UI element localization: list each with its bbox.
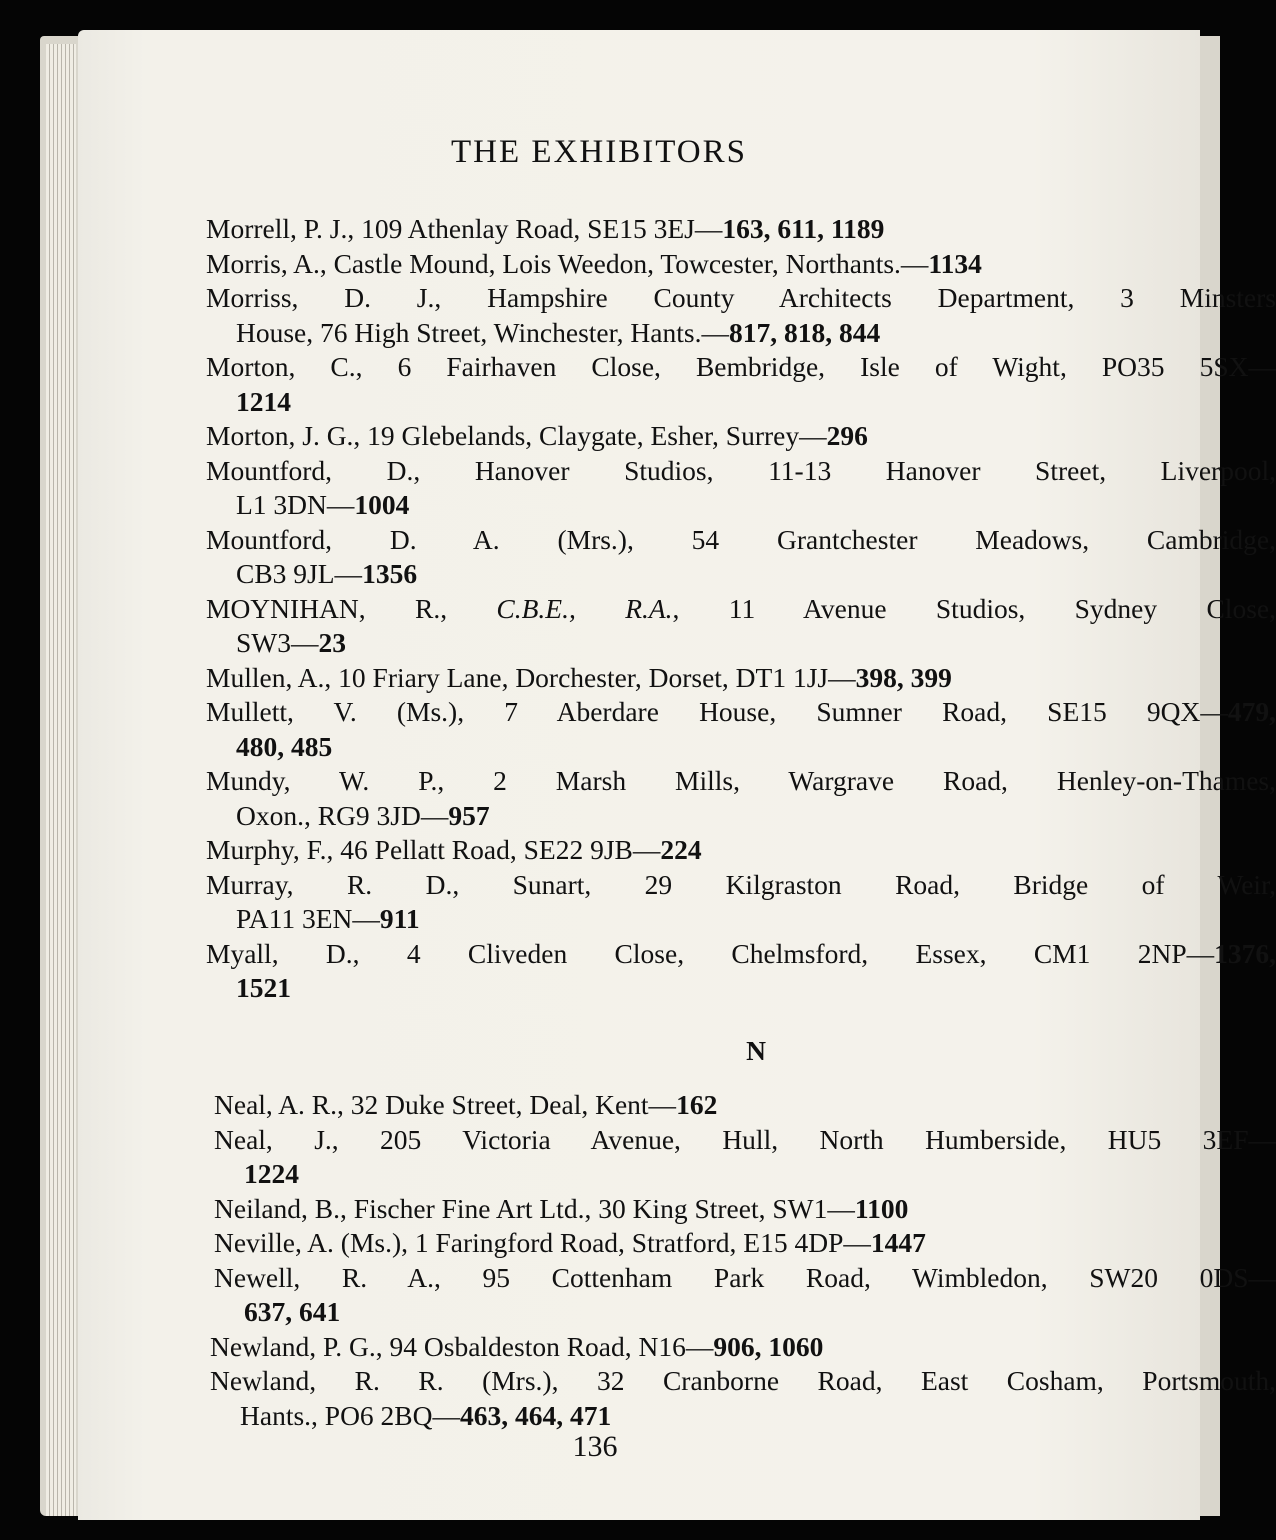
catalogue-numbers: 911: [379, 903, 420, 934]
list-item: Morris, A., Castle Mound, Lois Weedon, Towcester, Northants.—1134: [206, 247, 982, 279]
exhibitor-list: [206, 212, 1276, 1433]
list-item: Mundy, W. P., 2 Marsh Mills, Wargrave Road, Henley-on-Thames, Oxon., RG9 3JD—957: [206, 765, 1276, 831]
list-item: Murphy, F., 46 Pellatt Road, SE22 9JB—224: [206, 834, 702, 865]
list-item: Neal, A. R., 32 Duke Street, Deal, Kent—162: [214, 1089, 718, 1120]
section-heading-n: N: [746, 1034, 766, 1066]
catalogue-numbers: 23: [318, 627, 346, 658]
catalogue-numbers: 1134: [928, 247, 982, 279]
catalogue-numbers: 480, 485: [236, 730, 333, 762]
list-item: Neville, A. (Ms.), 1 Faringford Road, Stratford, E15 4DP—1447: [214, 1227, 926, 1258]
list-item: MOYNIHAN, R., C.B.E., R.A., 11 Avenue Studios, Sydney Close, SW3—23: [206, 592, 1276, 658]
list-item: Morriss, D. J., Hampshire County Architects Department, 3 Minsters House, 76 High Street, Winchester, Hants.—817, 818, 844: [206, 282, 1276, 348]
catalogue-numbers: 1214: [236, 385, 291, 417]
list-item: Morton, C., 6 Fairhaven Close, Bembridge, Isle of Wight, PO35 5SX— 1214: [206, 351, 1276, 417]
list-item: Newell, R. A., 95 Cottenham Park Road, Wimbledon, SW20 0DS— 637, 641: [214, 1261, 1276, 1327]
honours: C.B.E., R.A.: [496, 592, 673, 624]
list-item: Murray, R. D., Sunart, 29 Kilgraston Road, Bridge of Weir, PA11 3EN—911: [206, 868, 1276, 934]
catalogue-numbers: 1447: [870, 1227, 926, 1258]
catalogue-numbers: 1004: [354, 489, 410, 520]
page-number: 136: [572, 1430, 618, 1463]
list-item: Morton, J. G., 19 Glebelands, Claygate, Esher, Surrey—296: [206, 420, 868, 451]
catalogue-numbers: 906, 1060: [713, 1330, 824, 1362]
list-item: Neal, J., 205 Victoria Avenue, Hull, North Humberside, HU5 3EF— 1224: [214, 1123, 1276, 1189]
list-item: Myall, D., 4 Cliveden Close, Chelmsford, Essex, CM1 2NP—1376, 1521: [206, 937, 1276, 1003]
list-item: Neiland, B., Fischer Fine Art Ltd., 30 King Street, SW1—1100: [214, 1192, 909, 1224]
catalogue-numbers: 479,: [1227, 696, 1276, 727]
list-item: Mountford, D. A. (Mrs.), 54 Grantchester Meadows, Cambridge, CB3 9JL—1356: [206, 523, 1276, 589]
list-item: Mountford, D., Hanover Studios, 11-13 Hanover Street, Liverpool, L1 3DN—1004: [206, 454, 1276, 520]
catalogue-numbers: 224: [660, 834, 702, 865]
section-n-list: [206, 1088, 1276, 1433]
catalogue-numbers: 463, 464, 471: [460, 1399, 612, 1431]
catalogue-numbers: 1356: [362, 558, 418, 589]
list-item: Morrell, P. J., 109 Athenlay Road, SE15 3EJ—163, 611, 1189: [206, 213, 885, 244]
catalogue-numbers: 1224: [244, 1158, 299, 1189]
page-header: THE EXHIBITORS: [451, 134, 747, 170]
list-item: Mullett, V. (Ms.), 7 Aberdare House, Sumner Road, SE15 9QX—479, 480, 485: [206, 696, 1276, 762]
catalogue-numbers: 163, 611, 1189: [722, 213, 885, 244]
catalogue-numbers: 817, 818, 844: [728, 316, 881, 348]
list-item: Newland, R. R. (Mrs.), 32 Cranborne Road, East Cosham, Portsmouth, Hants., PO6 2BQ—463, 464, 471: [210, 1365, 1276, 1431]
catalogue-numbers: 1100: [854, 1192, 909, 1224]
catalogue-numbers: 637, 641: [244, 1296, 341, 1327]
catalogue-numbers: 162: [676, 1089, 718, 1120]
list-item: Mullen, A., 10 Friary Lane, Dorchester, Dorset, DT1 1JJ—398, 399: [206, 661, 952, 693]
list-item: Newland, P. G., 94 Osbaldeston Road, N16—906, 1060: [210, 1330, 824, 1362]
catalogue-numbers: 1521: [236, 972, 291, 1003]
catalogue-numbers: 1376,: [1214, 937, 1276, 969]
catalogue-numbers: 957: [448, 799, 490, 831]
catalogue-numbers: 296: [826, 420, 868, 451]
book-page: [78, 30, 1276, 1520]
catalogue-numbers: 398, 399: [855, 661, 952, 693]
